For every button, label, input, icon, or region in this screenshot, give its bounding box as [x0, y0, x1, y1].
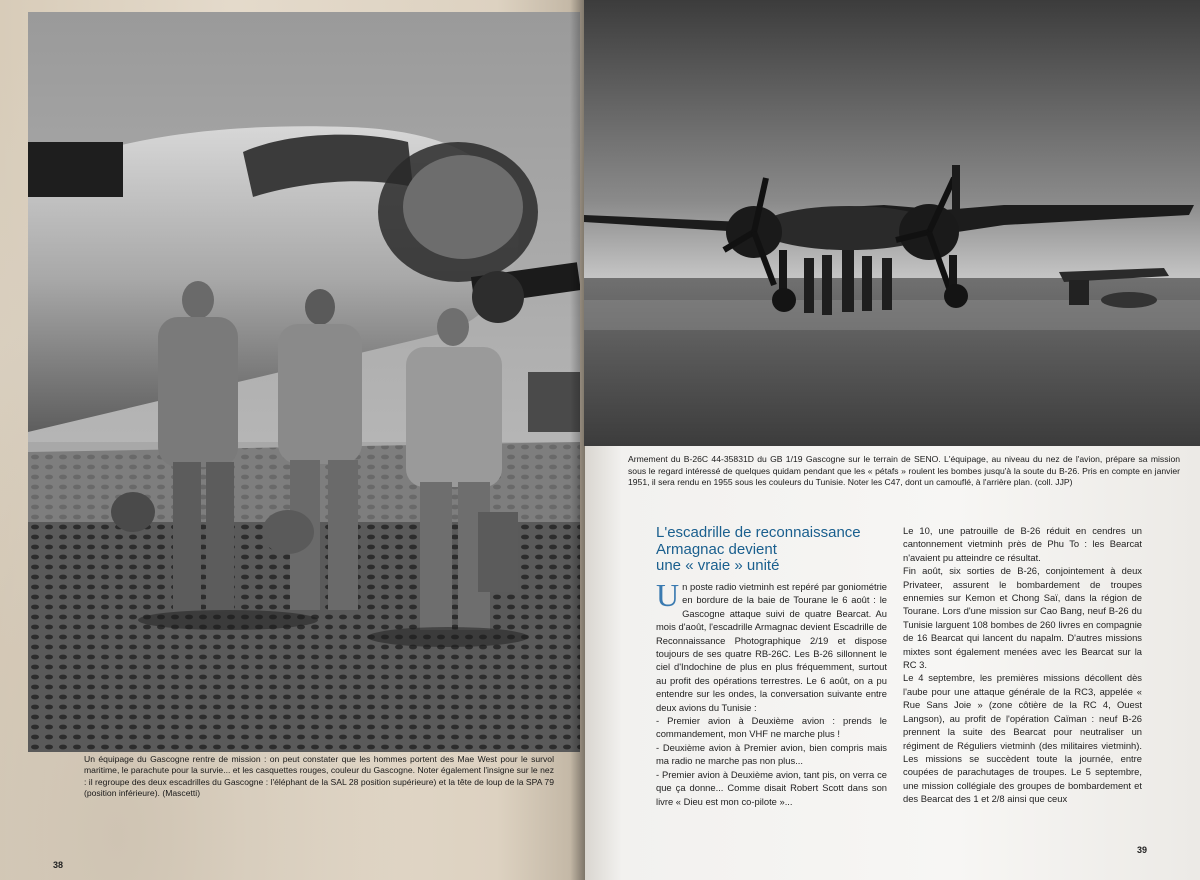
page-number-right: 39 — [1137, 845, 1148, 855]
crew-photo — [28, 12, 580, 752]
left-page — [0, 0, 585, 880]
crew-photo-image — [28, 12, 580, 752]
drop-cap: U — [656, 577, 680, 613]
text-column-2 — [903, 524, 1142, 806]
bomber-photo — [584, 0, 1200, 446]
paragraph: Le 10, une patrouille de B-26 réduit en cendres un cantonnement vietminh près de Phu To : les Bearcat n'avaient pu atteindre ce résultat. — [903, 525, 1142, 563]
heading-line-1: L'escadrille de reconnaissance — [656, 524, 861, 541]
right-photo-caption: Armement du B-26C 44-35831D du GB 1/19 Gascogne sur le terrain de SENO. L'équipage, au niveau du nez de l'avion, prépare sa mission sous le regard intéressé de quelques quidam pendant que les « pétafs » roulent les bombes jusqu'à la soute du B-26. Pris en compte en janvier 1951, il sera rendu en 1955 sous les couleurs du Tunisie. Noter les C47, dont un camouflé, à l'arrière plan. (coll. JJP) — [628, 454, 1180, 488]
paragraph: Fin août, six sorties de B-26, conjointement à deux Privateer, assurent le bombardement de troupes ennemies sur Kemon et Chong Saï, dans la région de Tourane. Lors d'une mission sur Cao Bang, neuf B-26 du Tunisie larguent 108 bombes de 260 livres en compagnie de 16 Bearcat qui lancent du napalm. D'autres missions mixtes sont également menées avec les Bearcat sur la RC 3. — [903, 565, 1142, 671]
paragraph — [656, 577, 887, 714]
heading-line-2: Armagnac devient — [656, 540, 777, 558]
text-column-1 — [656, 577, 887, 808]
paragraph: - Premier avion à Deuxième avion, tant pis, on verra ce que ça donne... Comme disait Robert Scott dans son livre « Dieu est mon co-pilote »... — [656, 768, 887, 807]
paragraph: - Premier avion à Deuxième avion : prends le commandement, mon VHF ne marche plus ! — [656, 715, 887, 740]
paragraph: Le 4 septembre, les premières missions décollent dès l'aube pour une attaque générale de la RC3, appelée « Rue Sans Joie » (zone côtière de la RC 4, Ouest Langson), au profit de l'opération Caïman : neuf B-26 prennent la suite des Bearcat pour neutraliser un régiment de Réguliers vietminh (des militaires vietminh). Les missions se succèdent toute la journée, entre coupées de parachutages de troupes. Le 5 septembre, une mission collégiale des groupes de bombardement et des Bearcat des 1 et 2/8 ainsi que ceux — [903, 672, 1142, 805]
left-photo-caption: Un équipage du Gascogne rentre de mission : on peut constater que les hommes portent des Mae West pour le survol maritime, le parachute pour la survie... et les casquettes rouges, couleur du Gascogne. Noter également l'insigne sur le nez : il regroupe des deux escadrilles du Gascogne : l'éléphant de la SAL 28 position supérieure) et la tête de loup de la SPA 79 (position inférieure). (Mascetti) — [84, 754, 554, 799]
page-number-left: 38 — [53, 860, 64, 870]
paragraph-text: n poste radio vietminh est repéré par goniométrie en bordure de la baie de Tourane le 6 août : le Gascogne attaque suivi de quatre Bearcat. Au mois d'août, l'escadrille Armagnac devient Escadrille de Reconnaissance Photographique 2/19 et dispose toujours de ses quatre RB-26C. Les B-26 sillonnent le ciel d'Indochine de plus en plus fréquemment, surtout au profit des opérations terrestres. Le 6 août, on a pu entendre sur les ondes, la conversation suivante entre deux avions du Tunisie : — [656, 581, 887, 713]
article-heading — [656, 525, 876, 575]
heading-line-3: une « vraie » unité — [656, 557, 780, 574]
paragraph: - Deuxième avion à Premier avion, bien compris mais ma radio ne marche pas non plus... — [656, 741, 887, 767]
bomber-photo-image — [584, 0, 1200, 446]
